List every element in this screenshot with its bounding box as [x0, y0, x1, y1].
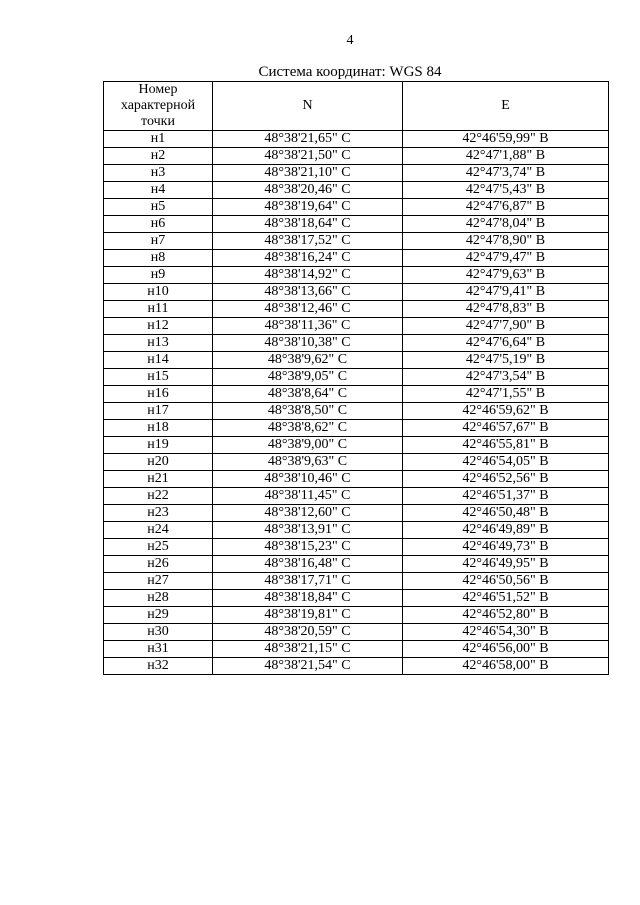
cell-e: 42°46'59,99" В — [403, 131, 609, 148]
cell-n: 48°38'8,50" С — [213, 403, 403, 420]
cell-n: 48°38'16,48" С — [213, 556, 403, 573]
cell-point: н16 — [104, 386, 213, 403]
cell-e: 42°47'9,47" В — [403, 250, 609, 267]
cell-e: 42°46'56,00" В — [403, 641, 609, 658]
cell-point: н28 — [104, 590, 213, 607]
table-row — [104, 284, 609, 301]
coordinates-table — [103, 81, 609, 675]
cell-e: 42°47'3,54" В — [403, 369, 609, 386]
cell-e: 42°47'8,83" В — [403, 301, 609, 318]
cell-point: н17 — [104, 403, 213, 420]
cell-e: 42°47'1,88" В — [403, 148, 609, 165]
cell-e: 42°47'8,04" В — [403, 216, 609, 233]
cell-n: 48°38'21,54" С — [213, 658, 403, 675]
header-n: N — [213, 82, 403, 131]
table-row — [104, 301, 609, 318]
header-row — [104, 82, 609, 131]
coordinate-system-caption: Система координат: WGS 84 — [258, 64, 442, 80]
cell-point: н20 — [104, 454, 213, 471]
cell-point: н18 — [104, 420, 213, 437]
table-row — [104, 386, 609, 403]
cell-n: 48°38'9,63" С — [213, 454, 403, 471]
cell-e: 42°46'51,52" В — [403, 590, 609, 607]
cell-e: 42°47'5,43" В — [403, 182, 609, 199]
cell-point: н7 — [104, 233, 213, 250]
cell-e: 42°46'52,56" В — [403, 471, 609, 488]
table-row — [104, 471, 609, 488]
table-row — [104, 267, 609, 284]
cell-e: 42°46'49,95" В — [403, 556, 609, 573]
table-row — [104, 505, 609, 522]
cell-point: н5 — [104, 199, 213, 216]
cell-n: 48°38'17,71" С — [213, 573, 403, 590]
cell-n: 48°38'8,62" С — [213, 420, 403, 437]
cell-n: 48°38'9,05" С — [213, 369, 403, 386]
cell-n: 48°38'17,52" С — [213, 233, 403, 250]
cell-e: 42°47'6,87" В — [403, 199, 609, 216]
table-row — [104, 369, 609, 386]
cell-e: 42°47'1,55" В — [403, 386, 609, 403]
table-row — [104, 148, 609, 165]
cell-n: 48°38'16,24" С — [213, 250, 403, 267]
table-row — [104, 454, 609, 471]
cell-point: н14 — [104, 352, 213, 369]
cell-point: н30 — [104, 624, 213, 641]
cell-point: н11 — [104, 301, 213, 318]
cell-point: н24 — [104, 522, 213, 539]
cell-e: 42°46'54,05" В — [403, 454, 609, 471]
cell-point: н15 — [104, 369, 213, 386]
table-row — [104, 573, 609, 590]
cell-e: 42°46'49,89" В — [403, 522, 609, 539]
header-point-line: Номер — [138, 82, 178, 97]
cell-e: 42°47'9,63" В — [403, 267, 609, 284]
cell-e: 42°47'9,41" В — [403, 284, 609, 301]
table-row — [104, 607, 609, 624]
page-number: 4 — [346, 33, 354, 48]
cell-n: 48°38'9,62" С — [213, 352, 403, 369]
table-row — [104, 403, 609, 420]
cell-point: н1 — [104, 131, 213, 148]
cell-n: 48°38'12,60" С — [213, 505, 403, 522]
table-row — [104, 658, 609, 675]
cell-n: 48°38'11,36" С — [213, 318, 403, 335]
cell-n: 48°38'11,45" С — [213, 488, 403, 505]
cell-n: 48°38'12,46" С — [213, 301, 403, 318]
cell-n: 48°38'21,15" С — [213, 641, 403, 658]
cell-e: 42°46'49,73" В — [403, 539, 609, 556]
cell-n: 48°38'10,46" С — [213, 471, 403, 488]
cell-point: н29 — [104, 607, 213, 624]
table-row — [104, 437, 609, 454]
table-row — [104, 233, 609, 250]
cell-e: 42°46'50,56" В — [403, 573, 609, 590]
table-row — [104, 182, 609, 199]
cell-e: 42°46'50,48" В — [403, 505, 609, 522]
table-row — [104, 556, 609, 573]
table-row — [104, 590, 609, 607]
cell-point: н22 — [104, 488, 213, 505]
cell-n: 48°38'15,23" С — [213, 539, 403, 556]
cell-point: н6 — [104, 216, 213, 233]
cell-e: 42°47'7,90" В — [403, 318, 609, 335]
table-row — [104, 250, 609, 267]
cell-point: н4 — [104, 182, 213, 199]
table-row — [104, 335, 609, 352]
cell-point: н9 — [104, 267, 213, 284]
header-point-number — [104, 82, 213, 131]
cell-point: н2 — [104, 148, 213, 165]
cell-e: 42°47'6,64" В — [403, 335, 609, 352]
cell-n: 48°38'14,92" С — [213, 267, 403, 284]
cell-e: 42°47'3,74" В — [403, 165, 609, 182]
cell-n: 48°38'21,65" С — [213, 131, 403, 148]
cell-point: н10 — [104, 284, 213, 301]
cell-point: н27 — [104, 573, 213, 590]
cell-point: н19 — [104, 437, 213, 454]
cell-e: 42°47'8,90" В — [403, 233, 609, 250]
cell-n: 48°38'10,38" С — [213, 335, 403, 352]
header-point-line: точки — [141, 114, 175, 129]
table-row — [104, 488, 609, 505]
cell-n: 48°38'13,91" С — [213, 522, 403, 539]
cell-n: 48°38'18,84" С — [213, 590, 403, 607]
cell-n: 48°38'13,66" С — [213, 284, 403, 301]
table-row — [104, 420, 609, 437]
table-row — [104, 624, 609, 641]
table-row — [104, 539, 609, 556]
cell-point: н25 — [104, 539, 213, 556]
cell-e: 42°46'59,62" В — [403, 403, 609, 420]
cell-n: 48°38'18,64" С — [213, 216, 403, 233]
table-row — [104, 522, 609, 539]
table-row — [104, 318, 609, 335]
cell-n: 48°38'20,59" С — [213, 624, 403, 641]
table-row — [104, 352, 609, 369]
cell-point: н8 — [104, 250, 213, 267]
cell-point: н31 — [104, 641, 213, 658]
cell-point: н12 — [104, 318, 213, 335]
table-header — [104, 82, 609, 131]
table-body — [104, 131, 609, 675]
cell-n: 48°38'8,64" С — [213, 386, 403, 403]
table-row — [104, 216, 609, 233]
cell-n: 48°38'19,64" С — [213, 199, 403, 216]
cell-n: 48°38'21,50" С — [213, 148, 403, 165]
cell-point: н13 — [104, 335, 213, 352]
cell-e: 42°46'54,30" В — [403, 624, 609, 641]
cell-point: н23 — [104, 505, 213, 522]
cell-point: н32 — [104, 658, 213, 675]
cell-e: 42°46'55,81" В — [403, 437, 609, 454]
table-row — [104, 641, 609, 658]
header-e: E — [403, 82, 609, 131]
cell-n: 48°38'19,81" С — [213, 607, 403, 624]
cell-e: 42°46'51,37" В — [403, 488, 609, 505]
cell-point: н26 — [104, 556, 213, 573]
table-row — [104, 199, 609, 216]
table-row — [104, 131, 609, 148]
cell-point: н21 — [104, 471, 213, 488]
cell-n: 48°38'21,10" С — [213, 165, 403, 182]
header-point-line: характерной — [120, 98, 196, 113]
cell-point: н3 — [104, 165, 213, 182]
cell-e: 42°47'5,19" В — [403, 352, 609, 369]
table-row — [104, 165, 609, 182]
cell-n: 48°38'20,46" С — [213, 182, 403, 199]
cell-e: 42°46'57,67" В — [403, 420, 609, 437]
cell-n: 48°38'9,00" С — [213, 437, 403, 454]
cell-e: 42°46'58,00" В — [403, 658, 609, 675]
cell-e: 42°46'52,80" В — [403, 607, 609, 624]
